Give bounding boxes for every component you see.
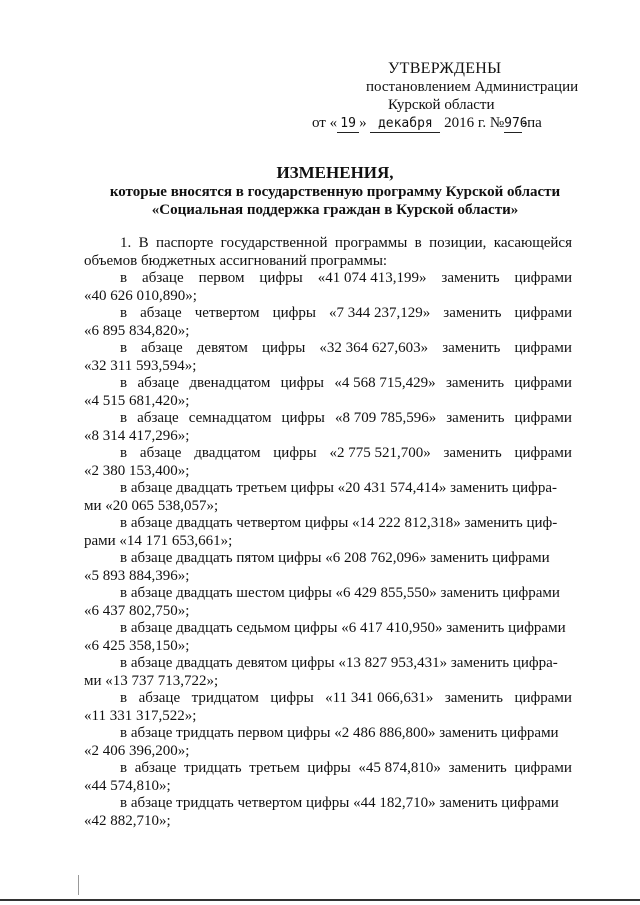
amendment-item-continuation: ми «20 065 538,057»;: [84, 497, 219, 514]
amendment-word: «45 874,810»: [358, 760, 441, 776]
amendment-item: [84, 620, 572, 655]
amendment-item: [84, 445, 572, 480]
margin-mark: [78, 875, 79, 895]
amendment-word: «7 344 237,129»: [328, 305, 431, 321]
amendment-word: в: [120, 690, 128, 706]
heading-program-name: «Социальная поддержка граждан в Курской области»: [151, 202, 519, 218]
amendment-word: в абзаце двадцать третьем цифры «20 431 574,414» заменить цифра-: [120, 480, 558, 496]
amendment-word: в абзаце двадцать девятом цифры «13 827 953,431» заменить цифра-: [120, 655, 558, 671]
amendment-word: цифры: [261, 340, 306, 356]
amendment-word: заменить: [441, 270, 500, 286]
amendment-word: в: [120, 760, 128, 776]
heading-subtitle: которые вносятся в государственную программу Курской области: [109, 184, 561, 200]
amendment-item-line: [84, 690, 572, 708]
amendment-word: заменить: [442, 340, 501, 356]
amendment-word: в абзаце двадцать пятом цифры «6 208 762,096» заменить цифрами: [120, 550, 550, 566]
amendment-word: «41 074 413,199»: [317, 270, 427, 286]
resolution-number-suffix: -па: [522, 115, 542, 131]
document-heading: [0, 163, 640, 219]
amendment-word: заменить: [446, 410, 505, 426]
date-month: декабря: [370, 116, 440, 133]
amendment-word: двенадцатом: [189, 375, 271, 391]
amendment-item: [84, 795, 572, 830]
amendment-word: заменить: [448, 760, 507, 776]
amendment-item-continuation: «8 314 417,296»;: [84, 427, 190, 444]
amendment-word: в абзаце двадцать шестом цифры «6 429 855,550» заменить цифрами: [120, 585, 560, 601]
amendment-item: [84, 305, 572, 340]
amendment-word: абзаце: [137, 410, 179, 426]
amendment-word: абзаце: [142, 270, 184, 286]
amendment-word: абзаце: [139, 445, 182, 461]
amendment-item-line: [84, 585, 572, 603]
amendment-word: абзаце: [140, 305, 182, 321]
amendment-word: тридцатом: [191, 690, 259, 706]
amendment-word: «8 709 785,596»: [334, 410, 437, 426]
amendment-word: в: [120, 410, 128, 426]
amendment-item: [84, 585, 572, 620]
amendment-item-continuation: «40 626 010,890»;: [84, 287, 197, 304]
amendment-word: «4 568 715,429»: [334, 375, 436, 391]
amendment-word: цифры: [259, 270, 303, 286]
amendment-word: заменить: [443, 305, 502, 321]
amendment-item-continuation: «6 437 802,750»;: [84, 602, 190, 619]
intro-paragraph: 1. В паспорте государственной программы в позиции, касающейся объемов бюджетных ассигнований программы:: [84, 235, 572, 269]
amendment-item-line: [84, 795, 572, 813]
amendment-item-line: [84, 515, 572, 533]
bottom-rule: [0, 899, 640, 901]
amendment-list: [84, 270, 572, 830]
amendment-word: в: [120, 375, 128, 391]
amendment-word: семнадцатом: [188, 410, 272, 426]
amendment-item-line: [84, 305, 572, 323]
amendment-word: тридцать: [184, 760, 242, 776]
amendment-item: [84, 655, 572, 690]
amendment-item: [84, 550, 572, 585]
amendment-word: цифрами: [514, 340, 572, 356]
amendment-word: абзаце: [138, 690, 181, 706]
amendment-word: цифры: [281, 410, 325, 426]
amendment-word: третьем: [249, 760, 300, 776]
approval-line-region: Курской области: [388, 97, 495, 113]
amendment-word: «2 775 521,700»: [329, 445, 431, 461]
amendment-item-line: [84, 655, 572, 673]
amendment-word: цифры: [270, 690, 314, 706]
amendment-word: абзаце: [141, 340, 183, 356]
amendment-item-continuation: «44 574,810»;: [84, 777, 171, 794]
amendment-word: в: [120, 270, 128, 286]
amendment-word: заменить: [443, 445, 502, 461]
amendment-item-continuation: «5 893 884,396»;: [84, 567, 190, 584]
amendment-word: цифрами: [514, 760, 572, 776]
resolution-number: 976: [504, 116, 528, 131]
amendment-item: [84, 760, 572, 795]
amendment-item-line: [84, 760, 572, 778]
amendment-item-line: [84, 725, 572, 743]
amendment-word: цифры: [280, 375, 325, 391]
amendment-word: первом: [198, 270, 245, 286]
document-body: [84, 235, 572, 830]
amendment-item-continuation: ми «13 737 713,722»;: [84, 672, 219, 689]
amendment-item: [84, 410, 572, 445]
approval-title: УТВЕРЖДЕНЫ: [388, 60, 502, 77]
amendment-item-continuation: «6 895 834,820»;: [84, 322, 190, 339]
approval-block: [312, 60, 618, 133]
amendment-item: [84, 725, 572, 760]
amendment-item-continuation: «11 331 317,522»;: [84, 707, 197, 724]
amendment-item-continuation: «4 515 681,420»;: [84, 392, 190, 409]
amendment-word: в абзаце двадцать седьмом цифры «6 417 410,950» заменить цифрами: [120, 620, 566, 636]
amendment-word: в: [120, 305, 128, 321]
amendment-word: в: [120, 445, 128, 461]
amendment-item: [84, 375, 572, 410]
amendment-word: цифрами: [514, 375, 572, 391]
amendment-word: абзаце: [137, 375, 179, 391]
amendment-item-line: [84, 270, 572, 288]
amendment-word: цифры: [273, 445, 317, 461]
amendment-word: цифры: [272, 305, 316, 321]
amendment-item-line: [84, 410, 572, 428]
amendment-item: [84, 270, 572, 305]
amendment-item-line: [84, 480, 572, 498]
amendment-item-continuation: «2 380 153,400»;: [84, 462, 190, 479]
date-day: 19: [337, 116, 359, 133]
amendment-item-line: [84, 550, 572, 568]
amendment-word: цифрами: [514, 410, 572, 426]
amendment-item-continuation: «42 882,710»;: [84, 812, 171, 829]
amendment-item-continuation: рами «14 171 653,661»;: [84, 532, 233, 549]
date-year: 2016 г. №: [444, 115, 505, 131]
approval-line-resolution: постановлением Администрации: [366, 79, 579, 95]
approval-date-line: [312, 114, 618, 133]
amendment-word: девятом: [196, 340, 248, 356]
amendment-word: цифры: [307, 760, 351, 776]
amendment-item-continuation: «32 311 593,594»;: [84, 357, 197, 374]
amendment-word: цифрами: [514, 270, 572, 286]
amendment-item-line: [84, 375, 572, 393]
amendment-word: цифрами: [514, 690, 572, 706]
amendment-word: двадцатом: [194, 445, 261, 461]
amendment-item: [84, 480, 572, 515]
amendment-word: в: [120, 340, 128, 356]
amendment-item: [84, 515, 572, 550]
amendment-word: в абзаце тридцать первом цифры «2 486 886,800» заменить цифрами: [120, 725, 559, 741]
amendment-word: заменить: [445, 375, 505, 391]
date-mid: »: [359, 115, 367, 131]
amendment-word: в абзаце тридцать четвертом цифры «44 182,710» заменить цифрами: [120, 795, 559, 811]
amendment-word: цифрами: [514, 305, 572, 321]
amendment-item: [84, 690, 572, 725]
amendment-item-continuation: «2 406 396,200»;: [84, 742, 190, 759]
date-prefix: от «: [312, 115, 338, 131]
amendment-item: [84, 340, 572, 375]
amendment-item-line: [84, 340, 572, 358]
amendment-word: четвертом: [194, 305, 260, 321]
amendment-item-line: [84, 445, 572, 463]
amendment-word: заменить: [444, 690, 504, 706]
amendment-word: «11 341 066,631»: [325, 690, 434, 706]
amendment-word: «32 364 627,603»: [319, 340, 429, 356]
amendment-word: абзаце: [134, 760, 177, 776]
amendment-item-line: [84, 620, 572, 638]
amendment-item-continuation: «6 425 358,150»;: [84, 637, 190, 654]
amendment-word: в абзаце двадцать четвертом цифры «14 222 812,318» заменить циф-: [120, 515, 558, 531]
amendment-word: цифрами: [514, 445, 572, 461]
heading-title: ИЗМЕНЕНИЯ,: [276, 163, 394, 182]
